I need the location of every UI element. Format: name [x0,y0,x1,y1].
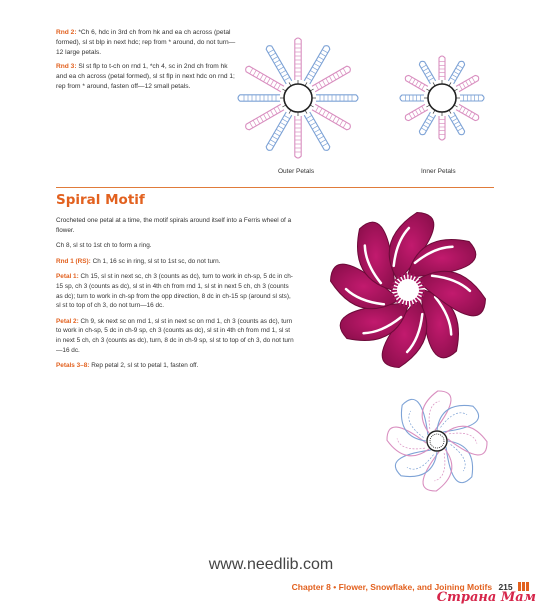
instruction-label: Petal 2: [56,317,79,325]
instruction-text: Rep petal 2, sl st to petal 1, fasten off. [91,362,199,370]
instruction-text: *Ch 6, hdc in 3rd ch from hk and ea ch across (petal formed), sl st blp in next hdc; rep from * around, do not turn—12 large petals. [56,29,236,56]
chart-petal [246,104,286,130]
chart-petal [295,112,301,158]
instruction-label: Rnd 3: [56,63,77,71]
chart-petal [454,104,479,120]
site-logo: Страна Мам [436,590,536,605]
instruction-label: Rnd 1 (RS): [56,257,91,265]
instruction-text: Ch 1, 16 sc in ring, sl st to 1st sc, do not turn. [92,257,221,265]
chart-spiral-stitches [451,444,466,471]
chart-petal [295,38,301,84]
chart-petal [448,61,464,86]
top-instructions [56,28,236,97]
chart-petal [439,56,445,84]
instruction-text: Ch 9, sk next sc on rnd 1, sl st in next sc on rnd 1, ch 3 (counts as dc), turn to work in ch-sp, 5 dc in ch-9 sp, ch 3 (counts as dc), sl st in 4th ch from rnd 1, sl st in next 5 ch, ch 3 (counts as dc), turn, 8 dc in ch-9 sp, sl st to top of ch 3, do not turn—16 dc. [56,317,294,354]
chart-petal [266,110,292,150]
watermark: www.needlib.com [208,556,334,573]
page-number: 215 [498,582,513,592]
chart-petal [448,110,464,135]
center-hole [398,280,418,300]
chart-petal [312,95,358,101]
section-divider [56,187,494,188]
chart-petal [454,75,479,91]
inner-petals-chart [380,36,510,166]
chart-petal [310,66,350,92]
chart-petal [405,75,430,91]
chart-petal [266,46,292,86]
instruction-text: Ch 15, sl st in next sc, ch 3 (counts as dc), turn to work in ch-sp, 5 dc in ch-15 sp, ch 3 (counts as dc), sl st in 4th ch from rnd 1, sl st in next 5 ch, ch 3 (counts as dc); turn to work in ch-sp from the opp direction, 8 dc in ch-15 sp (around sl sts), sl st to top of ch 3, do not turn—16 dc. [56,273,293,310]
outer-petals-caption: Outer Petals [278,168,315,175]
chart-petal [304,46,330,86]
instruction-rnd-3 [56,62,236,91]
instruction-label: Petal 1: [56,273,79,281]
chapter-title: Chapter 8 • Flower, Snowflake, and Joining Motifs [291,582,493,592]
chart-spiral-stitches [409,411,424,438]
instruction-text: Sl st flp to t-ch on rnd 1, *ch 4, sc in 2nd ch from hk and ea ch across (petal formed), sl st flp in next hdc on rnd 1; rep from * around, fasten off—12 small petals. [56,63,235,90]
center-ring [428,84,456,112]
chart-petal [419,61,435,86]
section-title: Spiral Motif [56,192,145,208]
chart-spiral-stitches [407,455,434,470]
center-ring [284,84,312,112]
inner-petals-caption: Inner Petals [421,168,456,175]
spiral-motif-chart [372,386,502,506]
instruction-petals-3-8 [56,361,296,371]
instruction-rnd-2 [56,28,236,57]
intro-paragraph: Crocheted one petal at a time, the motif spirals around itself into a Ferris wheel of a flower. [56,217,292,234]
instruction-label: Petals 3–8: [56,362,90,370]
chart-spiral-stitches [440,413,467,428]
chart-petal [246,66,286,92]
pattern-instructions [56,216,296,377]
chart-petal [439,112,445,140]
instruction-rnd-1 [56,257,296,267]
chart-petal [456,95,484,101]
instruction-label: Rnd 2: [56,29,77,36]
start-paragraph: Ch 8, sl st to 1st ch to form a ring. [56,242,152,250]
instruction-petal-2 [56,317,296,355]
chart-petal [405,104,430,120]
chart-petal [238,95,284,101]
chart-petal [304,110,330,150]
chart-petal [310,104,350,130]
outer-petals-chart [236,36,366,166]
chart-petal [419,110,435,135]
instruction-petal-1 [56,272,296,310]
chart-petal [400,95,428,101]
spiral-motif-photo [318,200,498,380]
